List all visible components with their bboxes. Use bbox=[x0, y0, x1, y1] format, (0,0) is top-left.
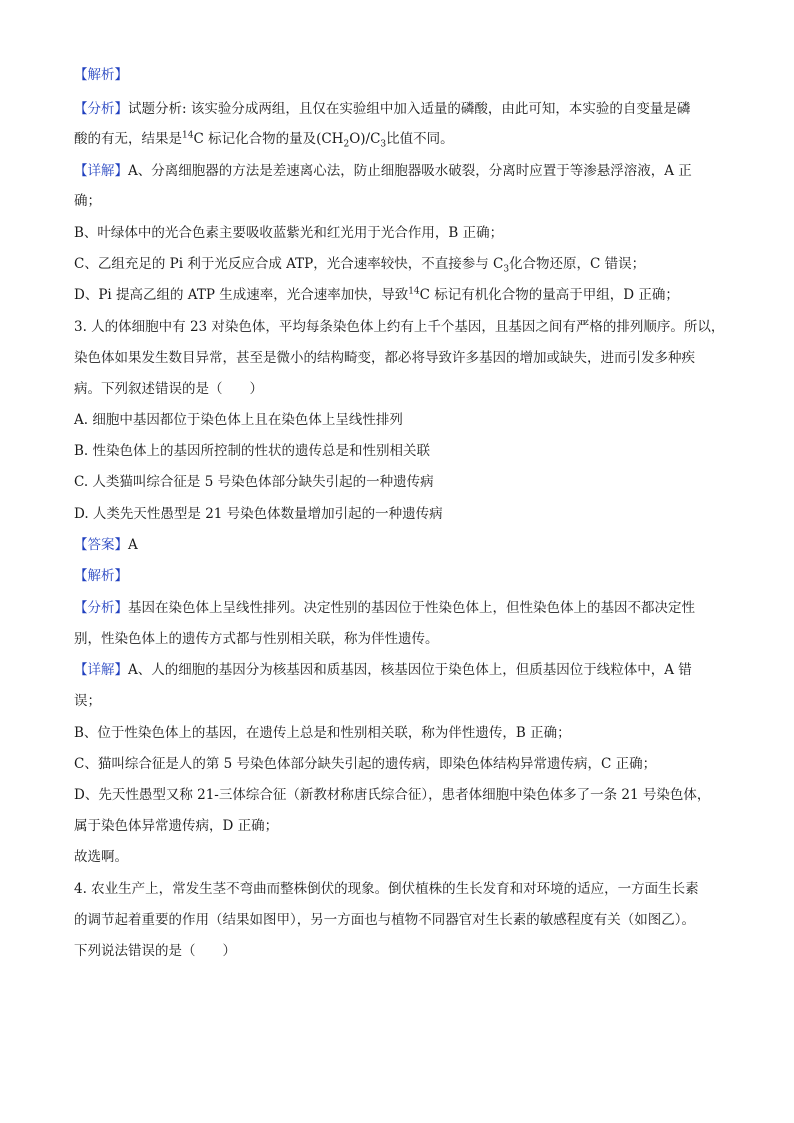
q4-stem-line-2: 的调节起着重要的作用（结果如图甲），另一方面也与植物不同器官对生长素的敏感程度有关（如图乙）。 bbox=[74, 912, 695, 928]
detail-line-d: D、Pi 提高乙组的 ATP 生成速率，光合速率加快，导致$^{14}$C 标记有机化合物的量高于甲组，D 正确； bbox=[74, 286, 679, 303]
analysis-line-2: 酸的有无，结果是$^{14}$C 标记化合物的量及$(CH_2O)/C_3$比值不同。 bbox=[74, 130, 454, 150]
analysis-line-1 bbox=[74, 100, 690, 118]
q3-option-b: B. 性染色体上的基因所控制的性状的遗传总是和性别相关联 bbox=[74, 443, 431, 459]
q3-analysis-label: 【分析】 bbox=[74, 600, 128, 616]
q4-stem-line-3: 下列说法错误的是（ ） bbox=[74, 943, 236, 959]
q3-analysis-line-2: 别，性染色体上的遗传方式都与性别相关联，称为伴性遗传。 bbox=[74, 631, 439, 647]
q3-detail-line-d1: D、先天性愚型又称 21-三体综合征（新教材称唐氏综合征），患者体细胞中染色体多了一条 21 号染色体， bbox=[74, 787, 711, 803]
detail-line-c: C、乙组充足的 Pi 利于光反应合成 ATP，光合速率较快，不直接参与 $C_3$化合物还原，C 错误； bbox=[74, 256, 646, 275]
q3-detail-line-d2: 属于染色体异常遗传病，D 正确； bbox=[74, 818, 279, 834]
q3-stem-line-3: 病。下列叙述错误的是（ ） bbox=[74, 381, 263, 397]
detail-line-b: B、叶绿体中的光合色素主要吸收蓝紫光和红光用于光合作用，B 正确； bbox=[74, 225, 504, 241]
q3-option-d: D. 人类先天性愚型是 21 号染色体数量增加引起的一种遗传病 bbox=[74, 506, 443, 522]
detail-label: 【详解】 bbox=[74, 163, 128, 179]
detail-line-a1: 【详解】A、分离细胞器的方法是差速离心法，防止细胞器吸水破裂，分离时应置于等渗悬浮溶液，A 正 bbox=[74, 163, 692, 179]
section-heading-jiexi: 【解析】 bbox=[74, 67, 128, 83]
q3-option-c: C. 人类猫叫综合征是 5 号染色体部分缺失引起的一种遗传病 bbox=[74, 474, 434, 490]
analysis-label: 【分析】 bbox=[74, 101, 128, 117]
q3-option-a: A. 细胞中基因都位于染色体上且在染色体上呈线性排列 bbox=[74, 412, 403, 428]
answer-value: A bbox=[128, 537, 138, 553]
q3-detail-line-a1: 【详解】A、人的细胞的基因分为核基因和质基因，核基因位于染色体上，但质基因位于线粒体中，A 错 bbox=[74, 662, 692, 678]
q3-detail-line-a2: 误； bbox=[74, 693, 101, 709]
q3-detail-label: 【详解】 bbox=[74, 662, 128, 678]
q3-answer bbox=[74, 536, 138, 554]
q3-heading-jiexi: 【解析】 bbox=[74, 568, 128, 584]
q3-analysis-line-1: 【分析】基因在染色体上呈线性排列。决定性别的基因位于性染色体上，但性染色体上的基因不都决定性 bbox=[74, 600, 695, 616]
detail-line-a2: 确； bbox=[74, 193, 101, 209]
q3-stem-line-2: 染色体如果发生数目异常，甚至是微小的结构畸变，都必将导致许多基因的增加或缺失，进而引发多种疾 bbox=[74, 350, 695, 366]
q4-stem-line-1: 4. 农业生产上，常发生茎不弯曲而整株倒伏的现象。倒伏植株的生长发育和对环境的适应，一方面生长素 bbox=[74, 881, 699, 897]
answer-label: 【答案】 bbox=[74, 537, 128, 553]
analysis-text: 试题分析: 该实验分成两组，且仅在实验组中加入适量的磷酸，由此可知，本实验的自变量是磷 bbox=[128, 101, 691, 117]
q3-conclusion: 故选啊。 bbox=[74, 849, 128, 865]
q3-detail-line-b: B、位于性染色体上的基因，在遗传上总是和性别相关联，称为伴性遗传，B 正确； bbox=[74, 725, 571, 741]
q3-stem-line-1: 3. 人的体细胞中有 23 对染色体，平均每条染色体上约有上千个基因，且基因之间有严格的排列顺序。所以， bbox=[74, 319, 725, 335]
q3-detail-line-c: C、猫叫综合征是人的第 5 号染色体部分缺失引起的遗传病，即染色体结构异常遗传病，C 正确； bbox=[74, 756, 657, 772]
